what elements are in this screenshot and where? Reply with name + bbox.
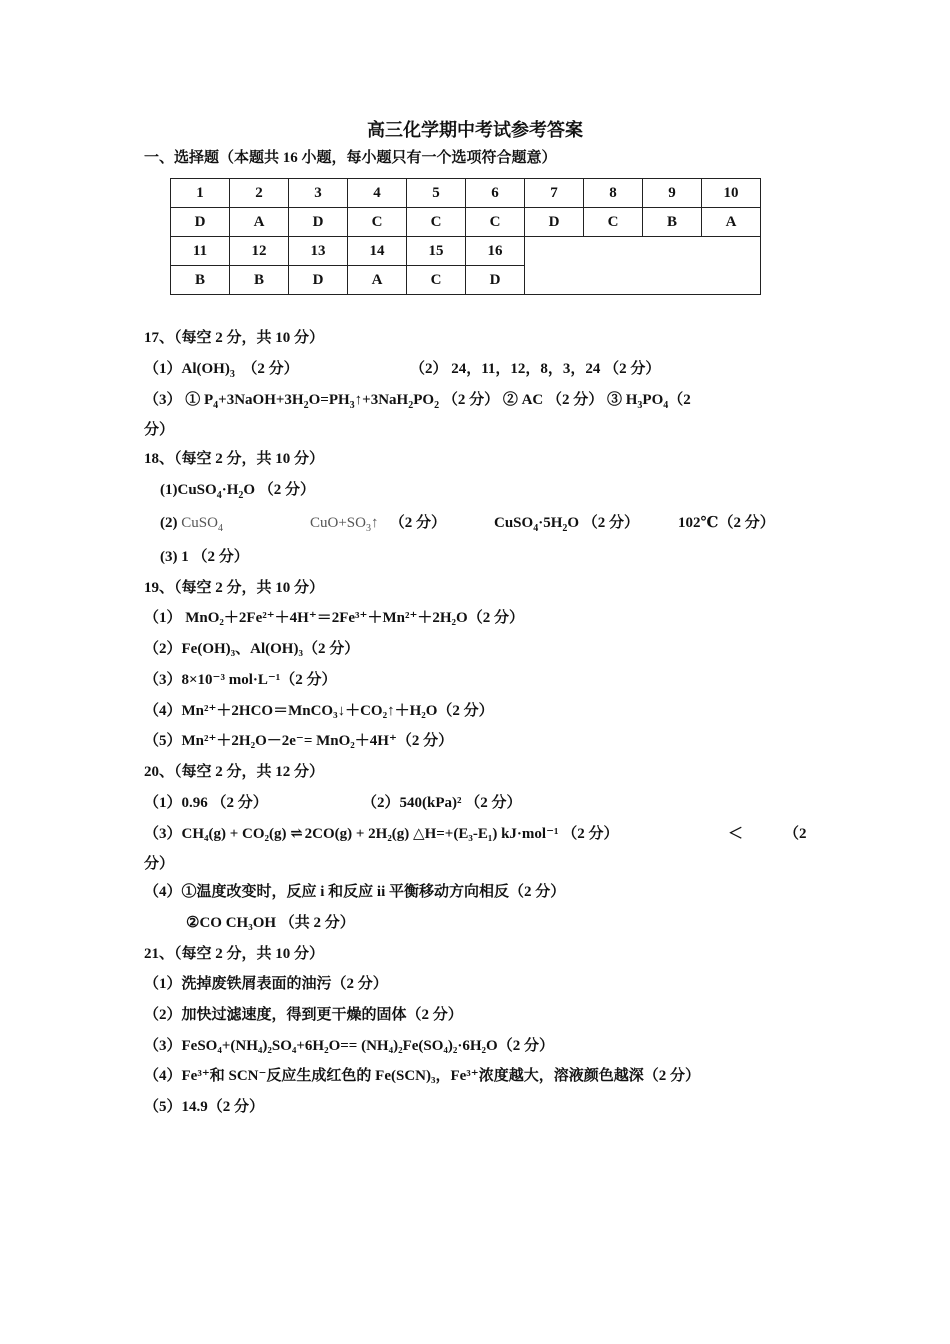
question-number-cell: 6 [466,179,525,208]
question-number-cell: 16 [466,237,525,266]
answer-cell: A [348,266,407,295]
answer-cell: B [643,208,702,237]
answer-table [170,178,761,295]
answer-cell: D [525,208,584,237]
answer-cell: D [171,208,230,237]
answer-cell: C [584,208,643,237]
q18-header: 18、（每空 2 分，共 10 分） [144,451,325,467]
answer-cell: C [466,208,525,237]
q18-part2-hydrate: $CuSO_4\cdot 5H_2O$ （2 分） [494,515,640,534]
answer-cell: D [289,208,348,237]
answer-cell: A [702,208,761,237]
q21-header: 21、（每空 2 分，共 10 分） [144,946,325,962]
q19-header: 19、（每空 2 分，共 10 分） [144,580,325,596]
question-number-cell: 11 [171,237,230,266]
question-number-cell: 3 [289,179,348,208]
q20-part4: （4）①温度改变时，反应 i 和反应 ii 平衡移动方向相反（2 分） [144,884,566,900]
answer-cell: C [407,266,466,295]
answer-cell: D [466,266,525,295]
q17-header: 17、（每空 2 分，共 10 分） [144,330,325,346]
question-number-cell: 15 [407,237,466,266]
question-number-cell: 5 [407,179,466,208]
q21-part4: （4）Fe³⁺和 SCN⁻反应生成红色的 Fe(SCN)₃，Fe³⁺浓度越大，溶液颜色越深（2 分） [144,1068,700,1084]
q21-part2: （2）加快过滤速度，得到更干燥的固体（2 分） [144,1007,463,1023]
question-number-cell: 12 [230,237,289,266]
q17-part3-cont: 分） [144,422,175,438]
q21-part3: （3）FeSO₄+(NH₄)₂SO₄+6H₂O== (NH₄)₂Fe(SO₄)₂·6H₂O（2 分） [144,1038,554,1054]
q20-part3: （3）CH₄(g) + CO₂(g) ⇌ 2CO(g) + 2H₂(g) △H=+(E₃-E₁) kJ·mol⁻¹ （2 分） [144,826,619,842]
q21-part5: （5）14.9（2 分） [144,1099,265,1115]
q20-part3-compare: ＜ [728,826,744,842]
q18-part2-products: $CuO+SO_3↑$ （2 分） [310,515,446,534]
question-number-cell: 4 [348,179,407,208]
q20-part3-cont: 分） [144,856,175,872]
question-number-cell: 9 [643,179,702,208]
question-number-cell: 2 [230,179,289,208]
q19-part3: （3）8×10⁻³ mol·L⁻¹（2 分） [144,672,337,688]
q19-part5: （5）Mn²⁺＋2H₂O－2e⁻= MnO₂＋4H⁺（2 分） [144,733,454,749]
q17-part3: （3） ① $P_4+3NaOH+3H_2O=PH_3↑+3NaH_2PO_2$ （2 分） ② AC （2 分） ③ $H_3PO_4(2$ [144,392,691,411]
q20-part3-score: （2 [784,826,807,842]
empty-merged-cell [525,237,761,295]
q20-part2: （2）540(kPa)² （2 分） [362,795,522,811]
section1-heading: 一、选择题（本题共 16 小题，每小题只有一个选项符合题意） [144,150,557,166]
answer-cell: B [230,266,289,295]
question-number-cell: 10 [702,179,761,208]
answer-cell: C [407,208,466,237]
q20-part4b: ②CO CH₃OH （共 2 分） [186,915,355,931]
q18-part3: (3) 1 （2 分） [160,549,249,565]
equilibrium-arrow-icon: ⇌ [290,826,301,842]
q17-part1: $(1)Al(OH)_3$ （2 分） [144,361,299,380]
answer-cell: B [171,266,230,295]
question-number-cell: 8 [584,179,643,208]
q20-part1: （1）0.96 （2 分） [144,795,268,811]
question-number-cell: 1 [171,179,230,208]
page-title: 高三化学期中考试参考答案 [367,120,583,140]
q19-part2: （2）Fe(OH)₃、Al(OH)₃（2 分） [144,641,360,657]
question-number-cell: 7 [525,179,584,208]
q18-part2: (2) CuSO$_4$ [160,515,223,534]
q19-part4: （4）Mn²⁺＋2HCO＝MnCO₃↓＋CO₂↑＋H₂O（2 分） [144,703,494,719]
question-number-cell: 14 [348,237,407,266]
q17-part2: （2） 24，11，12，8，3，24 （2 分） [410,361,661,377]
q19-part1: （1） MnO₂＋2Fe²⁺＋4H⁺＝2Fe³⁺＋Mn²⁺＋2H₂O（2 分） [144,610,524,626]
question-number-cell: 13 [289,237,348,266]
q18-part2-temp: 102℃（2 分） [678,515,775,531]
answer-cell: C [348,208,407,237]
answer-cell: D [289,266,348,295]
q20-header: 20、（每空 2 分，共 12 分） [144,764,325,780]
q21-part1: （1）洗掉废铁屑表面的油污（2 分） [144,976,388,992]
q18-part1: $(1)CuSO_4\cdot H_2O$ （2 分） [160,482,316,501]
answer-cell: A [230,208,289,237]
